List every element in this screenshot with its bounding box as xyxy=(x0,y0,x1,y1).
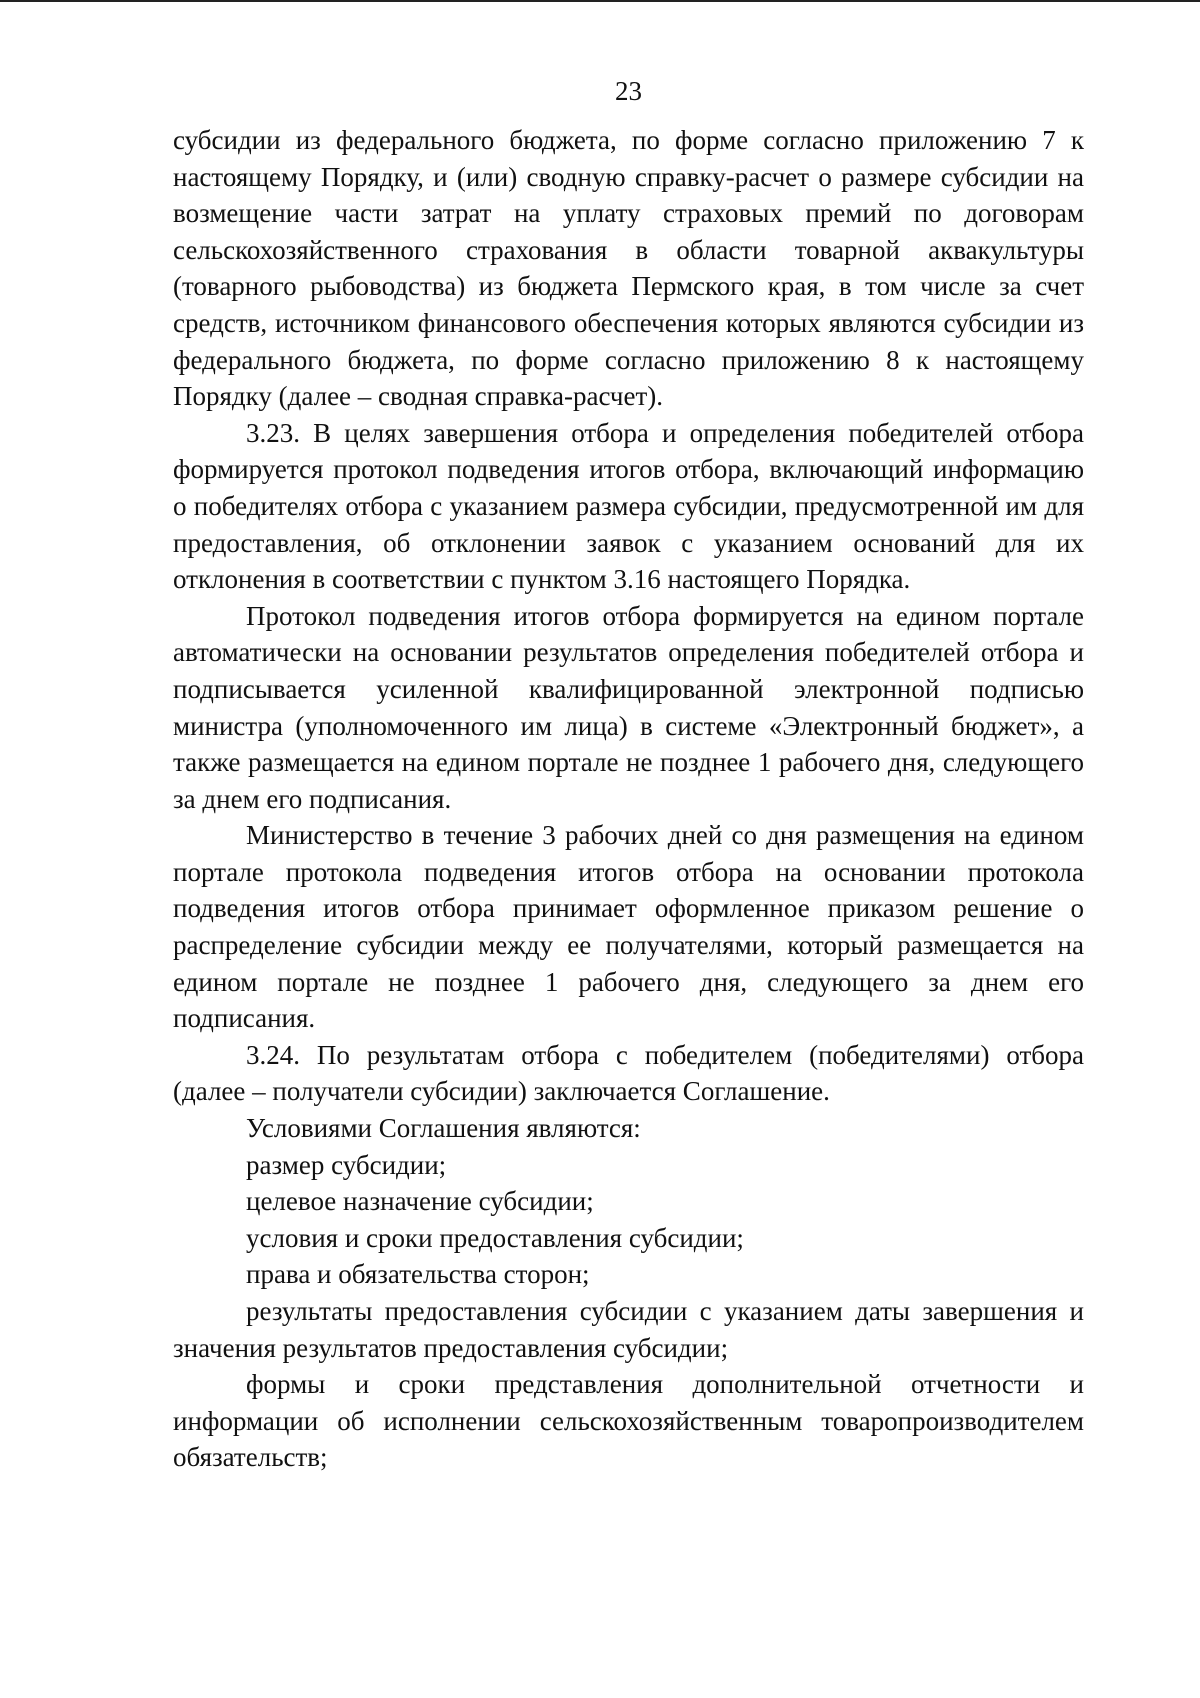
document-body xyxy=(173,122,1084,1476)
page-number: 23 xyxy=(615,76,642,106)
paragraph-3-24: 3.24. По результатам отбора с победителем (победителями) отбора (далее – получатели субсидии) заключается Соглашение. xyxy=(173,1039,1084,1107)
list-item-reporting-forms: формы и сроки представления дополнительной отчетности и информации об исполнении сельскохозяйственным товаропроизводителем обязательств; xyxy=(173,1369,1084,1473)
list-item-rights-obligations: права и обязательства сторон; xyxy=(246,1259,590,1290)
list-heading-agreement-terms: Условиями Соглашения являются: xyxy=(246,1113,641,1144)
paragraph-subsidy-federal-budget: субсидии из федерального бюджета, по форме согласно приложению 7 к настоящему Порядку, и (или) сводную справку-расчет о размере субсидии на возмещение части затрат на уплату страховых премий по договорам сельскохозяйственного страхования в области товарной аквакультуры (товарного рыбоводства) из бюджета Пермского края, в том числе за счет средств, источником финансового обеспечения которых являются субсидии из федерального бюджета, по форме согласно приложению 8 к настоящему Порядку (далее – сводная справка-расчет). xyxy=(173,125,1084,412)
list-item-conditions-terms: условия и сроки предоставления субсидии; xyxy=(246,1222,744,1253)
list-item-results: результаты предоставления субсидии с указанием даты завершения и значения результатов предоставления субсидии; xyxy=(173,1296,1084,1363)
list-item-purpose: целевое назначение субсидии; xyxy=(246,1186,594,1217)
list-item-subsidy-size: размер субсидии; xyxy=(246,1149,447,1180)
paragraph-protocol-formation: Протокол подведения итогов отбора формируется на едином портале автоматически на основании результатов определения победителей отбора и подписывается усиленной квалифицированной электронной подписью министра (уполномоченного им лица) в системе «Электронный бюджет», а также размещается на едином портале не позднее 1 рабочего дня, следующего за днем его подписания. xyxy=(173,600,1084,814)
paragraph-ministry-decision: Министерство в течение 3 рабочих дней со дня размещения на едином портале протокола подведения итогов отбора на основании протокола подведения итогов отбора принимает оформленное приказом решение о распределение субсидии между ее получателями, который размещается на едином портале не позднее 1 рабочего дня, следующего за днем его подписания. xyxy=(173,820,1084,1034)
paragraph-3-23: 3.23. В целях завершения отбора и определения победителей отбора формируется протокол подведения итогов отбора, включающий информацию о победителях отбора с указанием размера субсидии, предусмотренной им для предоставления, об отклонении заявок с указанием оснований для их отклонения в соответствии с пунктом 3.16 настоящего Порядка. xyxy=(173,417,1084,595)
